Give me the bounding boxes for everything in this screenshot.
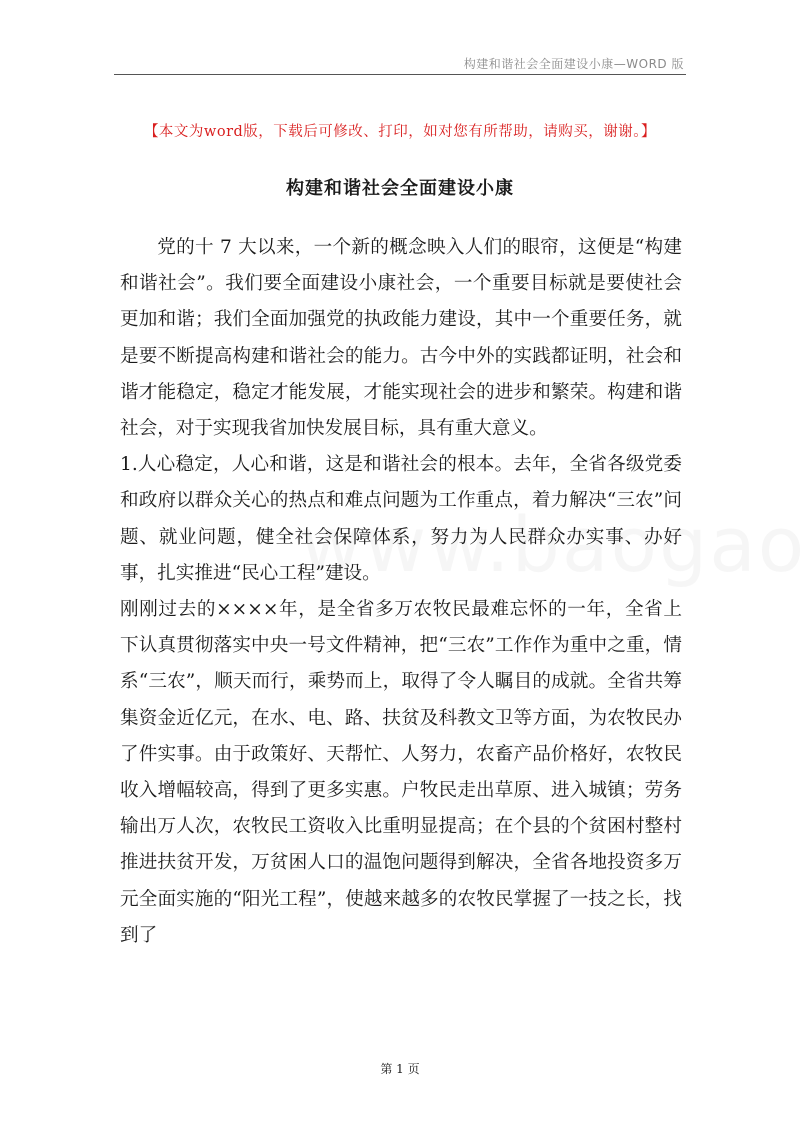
body-paragraph-point-1: 1.人心稳定，人心和谐，这是和谐社会的根本。去年，全省各级党委和政府以群众关心的热点和难点问题为工作重点，着力解决“三农”问题、就业问题，健全社会保障体系，努力为人民群众办实事、办好事，扎实推进“民心工程”建设。 <box>120 454 682 584</box>
body-paragraph-intro: 党的十 7 大以来，一个新的概念映入人们的眼帘，这便是“构建和谐社会”。我们要全面建设小康社会，一个重要目标就是要使社会更加和谐；我们全面加强党的执政能力建设，其中一个重要任务，就是要不断提高构建和谐社会的能力。古今中外的实践都证明，社会和谐才能稳定，稳定才能发展，才能实现社会的进步和繁荣。构建和谐社会，对于实现我省加快发展目标，具有重大意义。 <box>120 237 682 440</box>
document-header-label: 构建和谐社会全面建设小康—WORD 版 <box>463 57 684 71</box>
purchase-notice: 【本文为word版，下载后可修改、打印，如对您有所帮助，请购买，谢谢。】 <box>143 124 657 140</box>
header-divider <box>114 74 686 75</box>
document-title: 构建和谐社会全面建设小康 <box>286 178 514 199</box>
document-body <box>120 230 682 954</box>
body-paragraph-details: 刚刚过去的××××年，是全省多万农牧民最难忘怀的一年，全省上下认真贯彻落实中央一号文件精神，把“三农”工作作为重中之重，情系“三农”，顺天而行，乘势而上，取得了令人瞩目的成就。全省共筹集资金近亿元，在水、电、路、扶贫及科教文卫等方面，为农牧民办了件实事。由于政策好、天帮忙、人努力，农畜产品价格好，农牧民收入增幅较高，得到了更多实惠。户牧民走出草原、进入城镇；劳务输出万人次，农牧民工资收入比重明显提高；在个县的个贫困村整村推进扶贫开发，万贫困人口的温饱问题得到解决，全省各地投资多万元全面实施的“阳光工程”，使越来越多的农牧民掌握了一技之长，找到了 <box>120 599 682 946</box>
page-number: 第 1 页 <box>380 1062 420 1076</box>
